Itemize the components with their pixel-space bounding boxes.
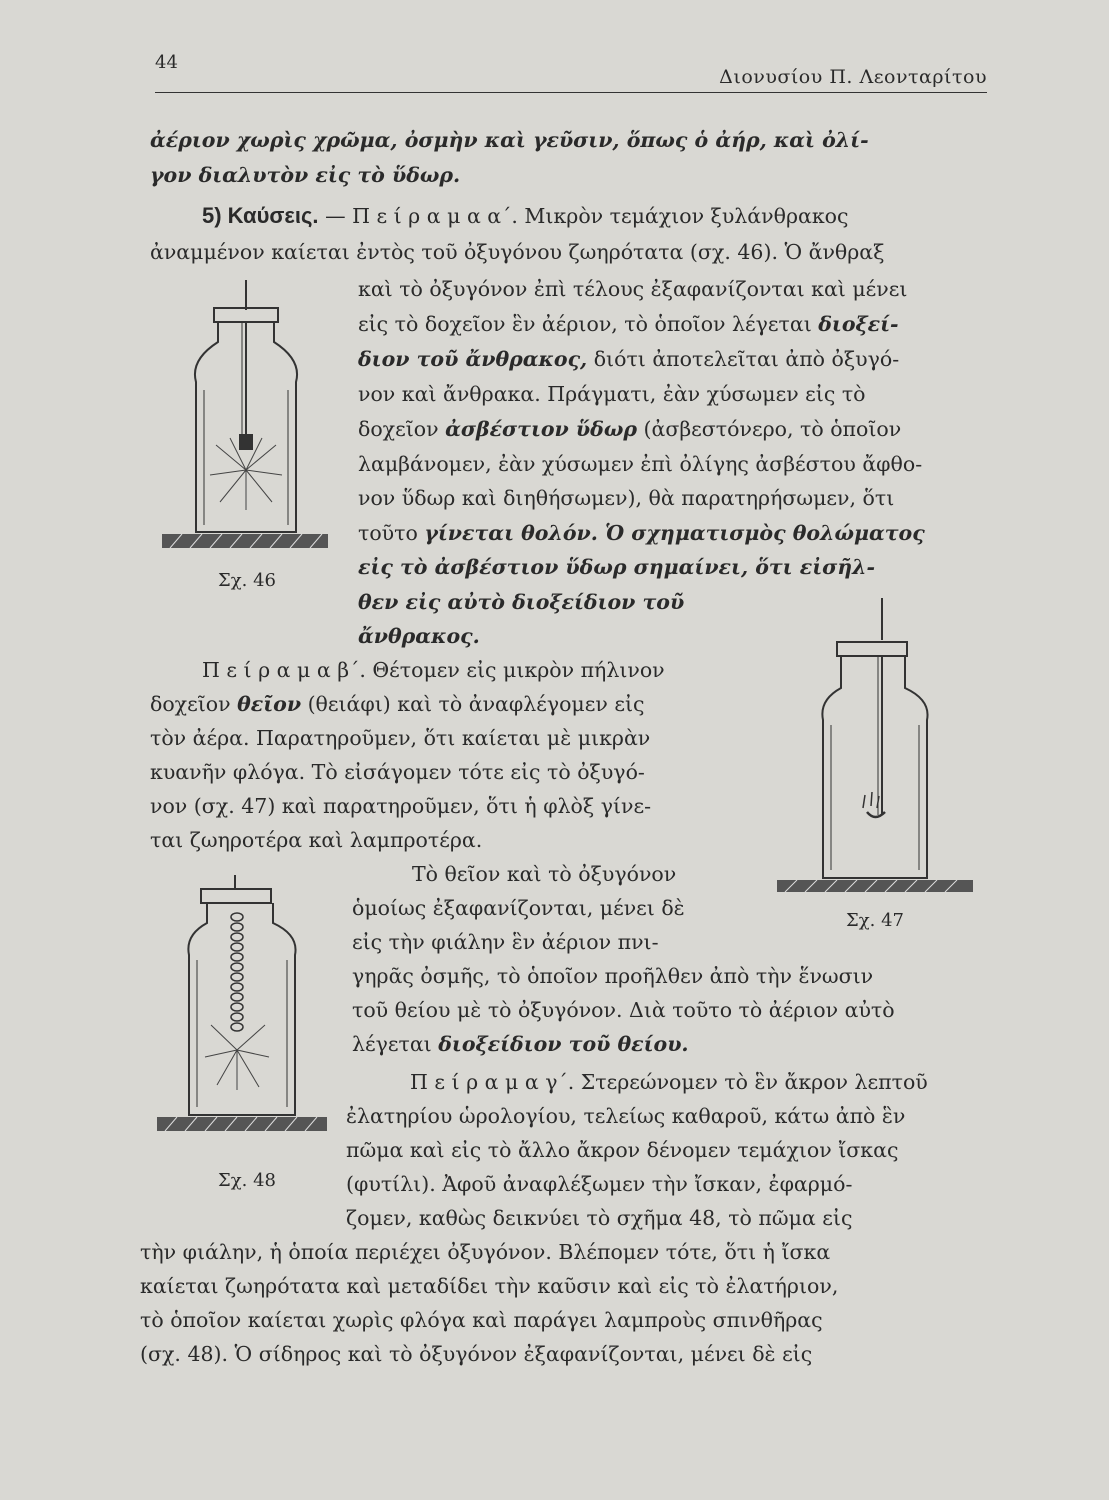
text-span: δοχεῖον: [150, 692, 238, 716]
emphasis-span: διοξείδιον τοῦ θείου.: [438, 1032, 689, 1056]
text-line: [150, 694, 645, 715]
text-line: τοῦ θείου μὲ τὸ ὀξυγόνον. Διὰ τοῦτο τὸ ἀέριον αὐτὸ: [352, 998, 895, 1022]
text-line: νον καὶ ἄνθρακα. Πράγματι, ἐὰν χύσωμεν εἰς τὸ: [358, 382, 866, 406]
text-line: [358, 419, 901, 440]
text-line: ται ζωηροτέρα καὶ λαμπροτέρα.: [150, 828, 483, 852]
text-line: Τὸ θεῖον καὶ τὸ ὀξυγόνον: [412, 862, 677, 886]
text-span: διότι ἀποτελεῖται ἀπὸ ὀξυγό-: [587, 347, 900, 371]
text-line: λαμβάνομεν, ἐὰν χύσωμεν ἐπὶ ὀλίγης ἀσβέστου ἄφθο-: [358, 452, 923, 476]
text-line: καίεται ζωηρότατα καὶ μεταδίδει τὴν καῦσιν καὶ εἰς τὸ ἐλατήριον,: [140, 1274, 839, 1298]
figure-46-caption: Σχ. 46: [218, 570, 276, 591]
emphasis-span: γίνεται θολόν. Ὁ σχηματισμὸς θολώματος: [424, 521, 925, 545]
figure-48-caption: Σχ. 48: [218, 1170, 276, 1191]
text-line: θεν εἰς αὐτὸ διοξείδιον τοῦ: [358, 590, 685, 614]
header-rule: [155, 92, 987, 93]
text-line: νον ὕδωρ καὶ διηθήσωμεν), θὰ παρατηρήσωμεν, ὅτι: [358, 486, 895, 510]
text-line: ἀναμμένον καίεται ἐντὸς τοῦ ὀξυγόνου ζωηρότατα (σχ. 46). Ὁ ἄνθραξ: [150, 240, 885, 264]
text-line: εἰς τὴν φιάλην ἓν ἀέριον πνι-: [352, 930, 659, 954]
text-line: Π ε ί ρ α μ α γ΄. Στερεώνομεν τὸ ἓν ἄκρον λεπτοῦ: [410, 1070, 928, 1094]
section-heading: 5) Καύσεις.: [202, 203, 319, 228]
emphasis-span: διον τοῦ ἄνθρακος,: [358, 347, 588, 371]
text-line: τὴν φιάλην, ἡ ὁποία περιέχει ὀξυγόνον. Βλέπομεν τότε, ὅτι ἡ ἴσκα: [140, 1240, 831, 1264]
text-line: εἰς τὸ ἀσβέστιον ὕδωρ σημαίνει, ὅτι εἰσῆλ-: [358, 555, 876, 579]
section-5-line: [202, 205, 848, 227]
text-span: (ἀσβεστόνερο, τὸ ὁποῖον: [636, 417, 902, 441]
text-span: τοῦτο: [358, 521, 425, 545]
figure-47-caption: Σχ. 47: [846, 910, 904, 931]
text-line: ἐλατηρίου ὡρολογίου, τελείως καθαροῦ, κάτω ἀπὸ ἓν: [346, 1104, 906, 1128]
text-line: ἄνθρακος.: [358, 624, 480, 648]
running-head: Διονυσίου Π. Λεονταρίτου: [719, 66, 987, 88]
text-span: λέγεται: [352, 1032, 439, 1056]
figure-46-bottle-charcoal: [160, 270, 330, 555]
text-line: ζομεν, καθὼς δεικνύει τὸ σχῆμα 48, τὸ πῶμα εἰς: [346, 1206, 853, 1230]
text-line: [358, 523, 925, 544]
text-line: [352, 1034, 689, 1055]
text-span: εἰς τὸ δοχεῖον ἓν ἀέριον, τὸ ὁποῖον λέγεται: [358, 312, 819, 336]
emphasis-span: ἀσβέστιον ὕδωρ: [445, 417, 637, 441]
text-line: γον διαλυτὸν εἰς τὸ ὕδωρ.: [150, 163, 461, 187]
emphasis-span: θεῖον: [237, 692, 302, 716]
figure-47-bottle-sulfur: [775, 590, 975, 895]
text-line: νον (σχ. 47) καὶ παρατηροῦμεν, ὅτι ἡ φλὸξ γίνε-: [150, 794, 651, 818]
text-line: (σχ. 48). Ὁ σίδηρος καὶ τὸ ὀξυγόνον ἐξαφανίζονται, μένει δὲ εἰς: [140, 1342, 813, 1366]
text-span: δοχεῖον: [358, 417, 446, 441]
text-span: — Π ε ί ρ α μ α α΄. Μικρὸν τεμάχιον ξυλάνθρακος: [325, 204, 849, 228]
text-span: (θειάφι) καὶ τὸ ἀναφλέγομεν εἰς: [301, 692, 645, 716]
text-line: ἀέριον χωρὶς χρῶμα, ὀσμὴν καὶ γεῦσιν, ὅπως ὁ ἀήρ, καὶ ὀλί-: [150, 128, 869, 152]
text-line: Π ε ί ρ α μ α β΄. Θέτομεν εἰς μικρὸν πήλινον: [202, 658, 665, 682]
figure-48-bottle-iron-spring: [155, 875, 330, 1140]
text-line: [358, 314, 899, 335]
text-line: γηρᾶς ὀσμῆς, τὸ ὁποῖον προῆλθεν ἀπὸ τὴν ἕνωσιν: [352, 964, 874, 988]
text-line: τὸν ἀέρα. Παρατηροῦμεν, ὅτι καίεται μὲ μικρὰν: [150, 726, 651, 750]
text-line: ὁμοίως ἐξαφανίζονται, μένει δὲ: [352, 896, 685, 920]
page-number: 44: [155, 52, 178, 73]
text-line: [358, 349, 899, 370]
text-line: (φυτίλι). Ἀφοῦ ἀναφλέξωμεν τὴν ἴσκαν, ἐφαρμό-: [346, 1172, 853, 1196]
text-line: καὶ τὸ ὀξυγόνον ἐπὶ τέλους ἐξαφανίζονται καὶ μένει: [358, 277, 908, 301]
emphasis-span: διοξεί-: [818, 312, 899, 336]
text-line: κυανῆν φλόγα. Τὸ εἰσάγομεν τότε εἰς τὸ ὀξυγό-: [150, 760, 645, 784]
text-line: τὸ ὁποῖον καίεται χωρὶς φλόγα καὶ παράγει λαμπροὺς σπινθῆρας: [140, 1308, 823, 1332]
text-line: πῶμα καὶ εἰς τὸ ἄλλο ἄκρον δένομεν τεμάχιον ἴσκας: [346, 1138, 899, 1162]
page-header: [155, 52, 987, 96]
